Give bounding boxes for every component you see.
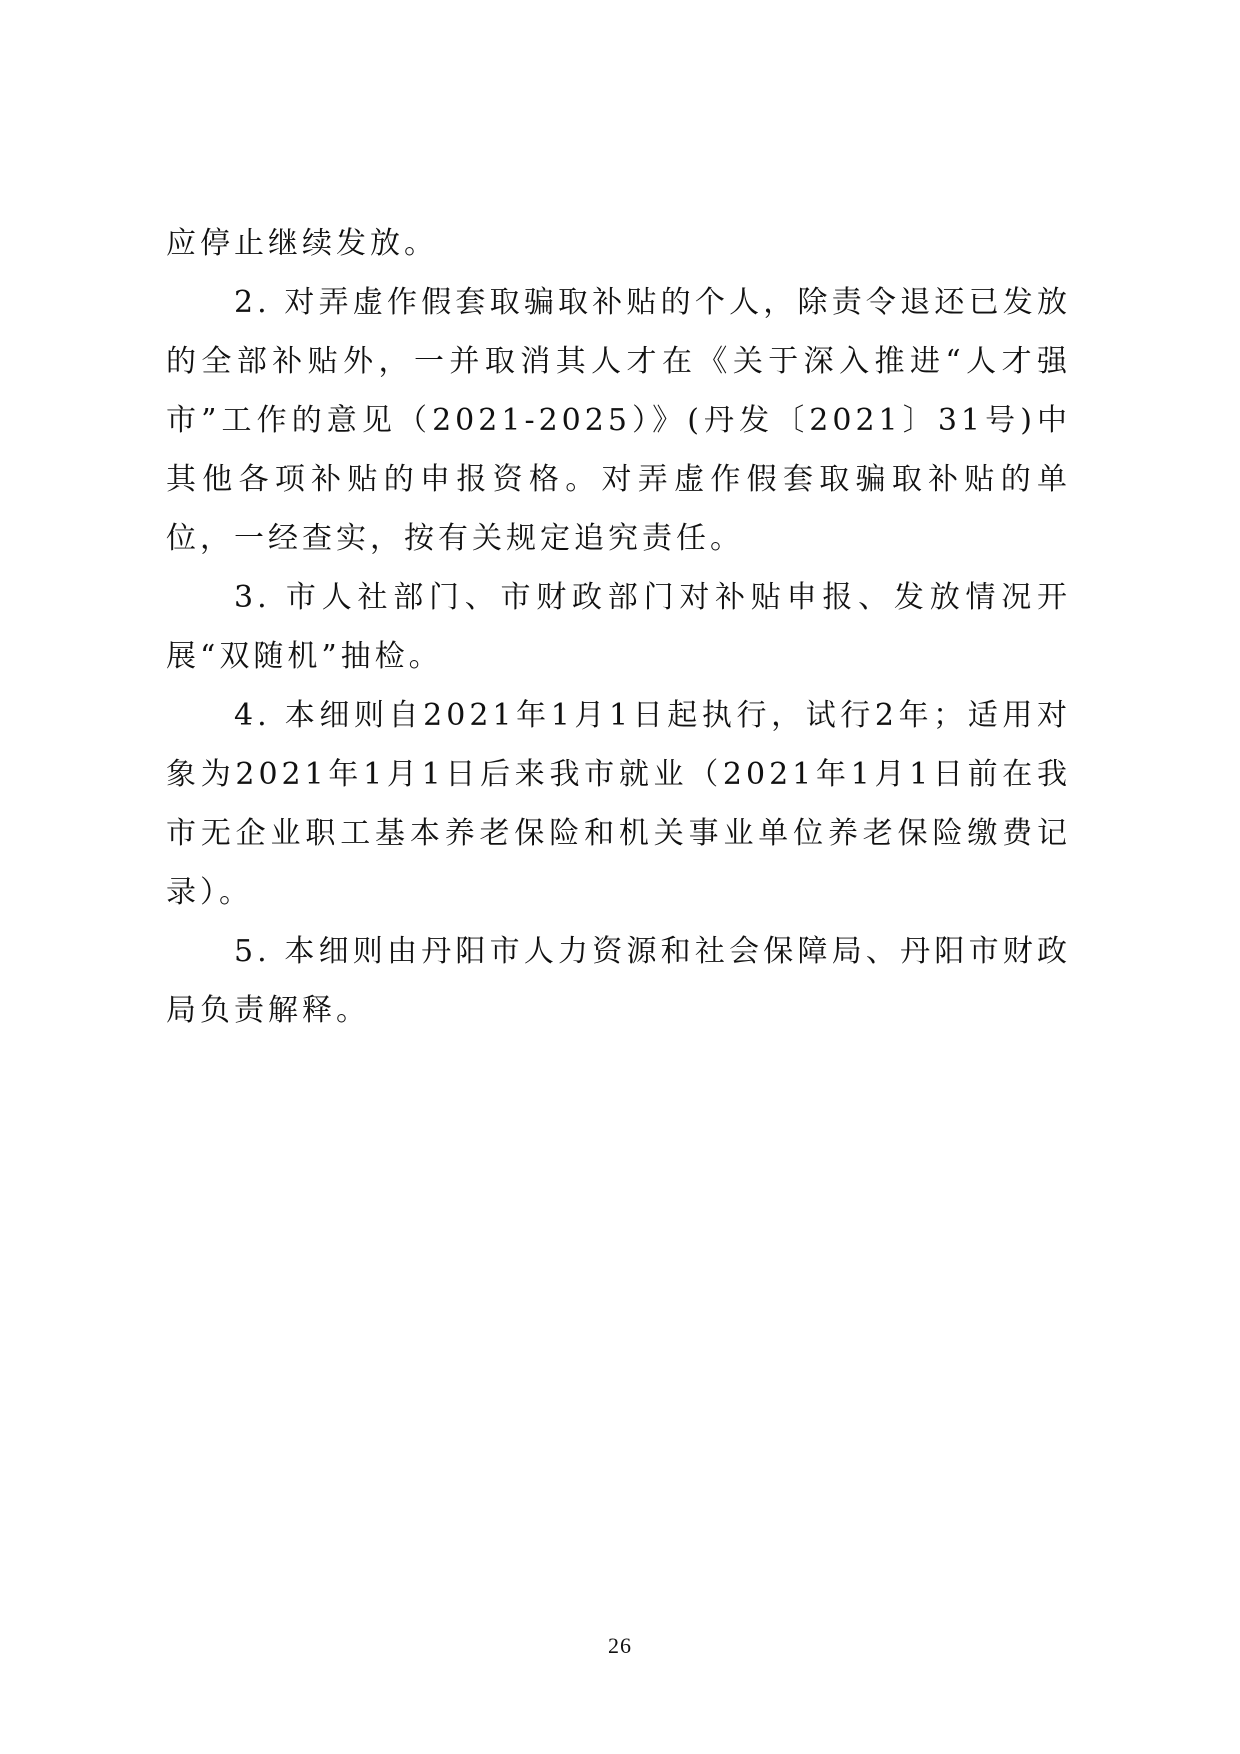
page-number: 26 <box>608 1633 632 1658</box>
document-body <box>166 214 1071 1040</box>
paragraph-item-2: 2. 对弄虚作假套取骗取补贴的个人，除责令退还已发放的全部补贴外，一并取消其人才在《关于深入推进“人才强市”工作的意见（2021-2025）》(丹发〔2021〕31号)中其他各项补贴的申报资格。对弄虚作假套取骗取补贴的单位，一经查实，按有关规定追究责任。 <box>166 285 1071 556</box>
paragraph-item-4: 4. 本细则自2021年1月1日起执行，试行2年；适用对象为2021年1月1日后来我市就业（2021年1月1日前在我市无企业职工基本养老保险和机关事业单位养老保险缴费记录）。 <box>166 698 1071 910</box>
paragraph-continuation: 应停止继续发放。 <box>166 226 438 261</box>
paragraph-item-5: 5. 本细则由丹阳市人力资源和社会保障局、丹阳市财政局负责解释。 <box>166 934 1071 1028</box>
paragraph-item-3: 3. 市人社部门、市财政部门对补贴申报、发放情况开展“双随机”抽检。 <box>166 580 1071 674</box>
